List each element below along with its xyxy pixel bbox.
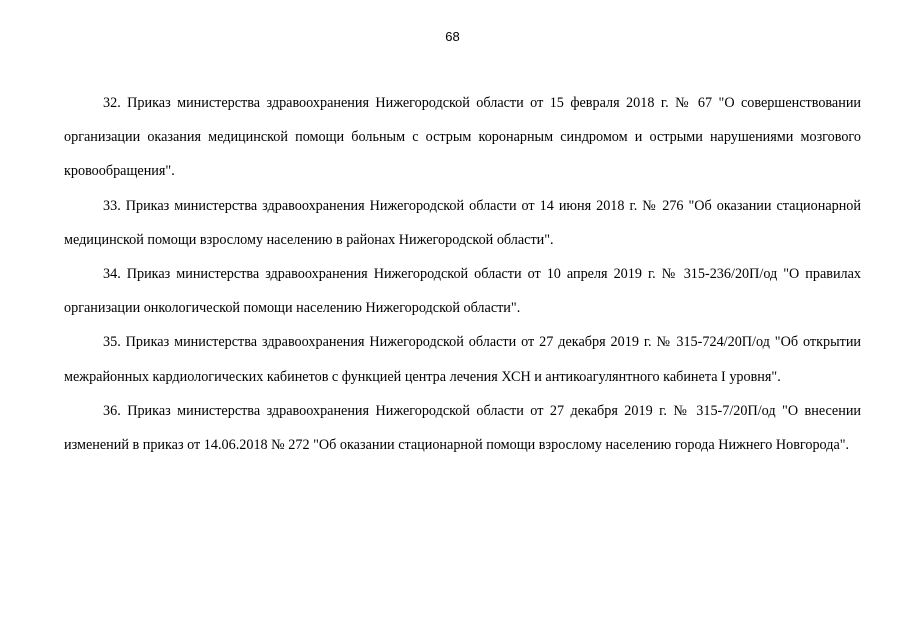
document-body (64, 86, 861, 462)
item-number: 36. (103, 402, 121, 419)
list-item-34 (64, 257, 861, 325)
item-number: 33. (103, 197, 121, 214)
item-text: Приказ министерства здравоохранения Нижегородской области от 14 июня 2018 г. № 276 "Об оказании стационарной медицинской помощи взрослому населению в районах Нижегородской области". (64, 197, 861, 248)
list-item-33 (64, 189, 861, 257)
list-item-36 (64, 394, 861, 462)
page-number: 68 (445, 29, 460, 44)
list-item-35 (64, 325, 861, 393)
item-text: Приказ министерства здравоохранения Нижегородской области от 27 декабря 2019 г. № 315-724/20П/од "Об открытии межрайонных кардиологических кабинетов с функцией центра лечения ХСН и антикоагулянтного кабинета I уровня". (64, 334, 862, 385)
item-text: Приказ министерства здравоохранения Нижегородской области от 10 апреля 2019 г. № 315-236/20П/од "О правилах организации онкологической помощи населению Нижегородской области". (64, 266, 862, 317)
item-text: Приказ министерства здравоохранения Нижегородской области от 27 декабря 2019 г. № 315-7/20П/од "О внесении изменений в приказ от 14.06.2018 № 272 "Об оказании стационарной помощи взрослому населению города Нижнего Новгорода". (64, 402, 862, 454)
item-number: 34. (103, 266, 121, 283)
item-number: 32. (103, 95, 121, 111)
list-item-32 (64, 86, 861, 189)
item-number: 35. (103, 334, 121, 351)
item-text: Приказ министерства здравоохранения Нижегородской области от 15 февраля 2018 г. № 67 "О совершенствовании организации оказания медицинской помощи больным с острым коронарным синдромом и острыми нарушениями мозгового кровообращения". (64, 95, 861, 180)
